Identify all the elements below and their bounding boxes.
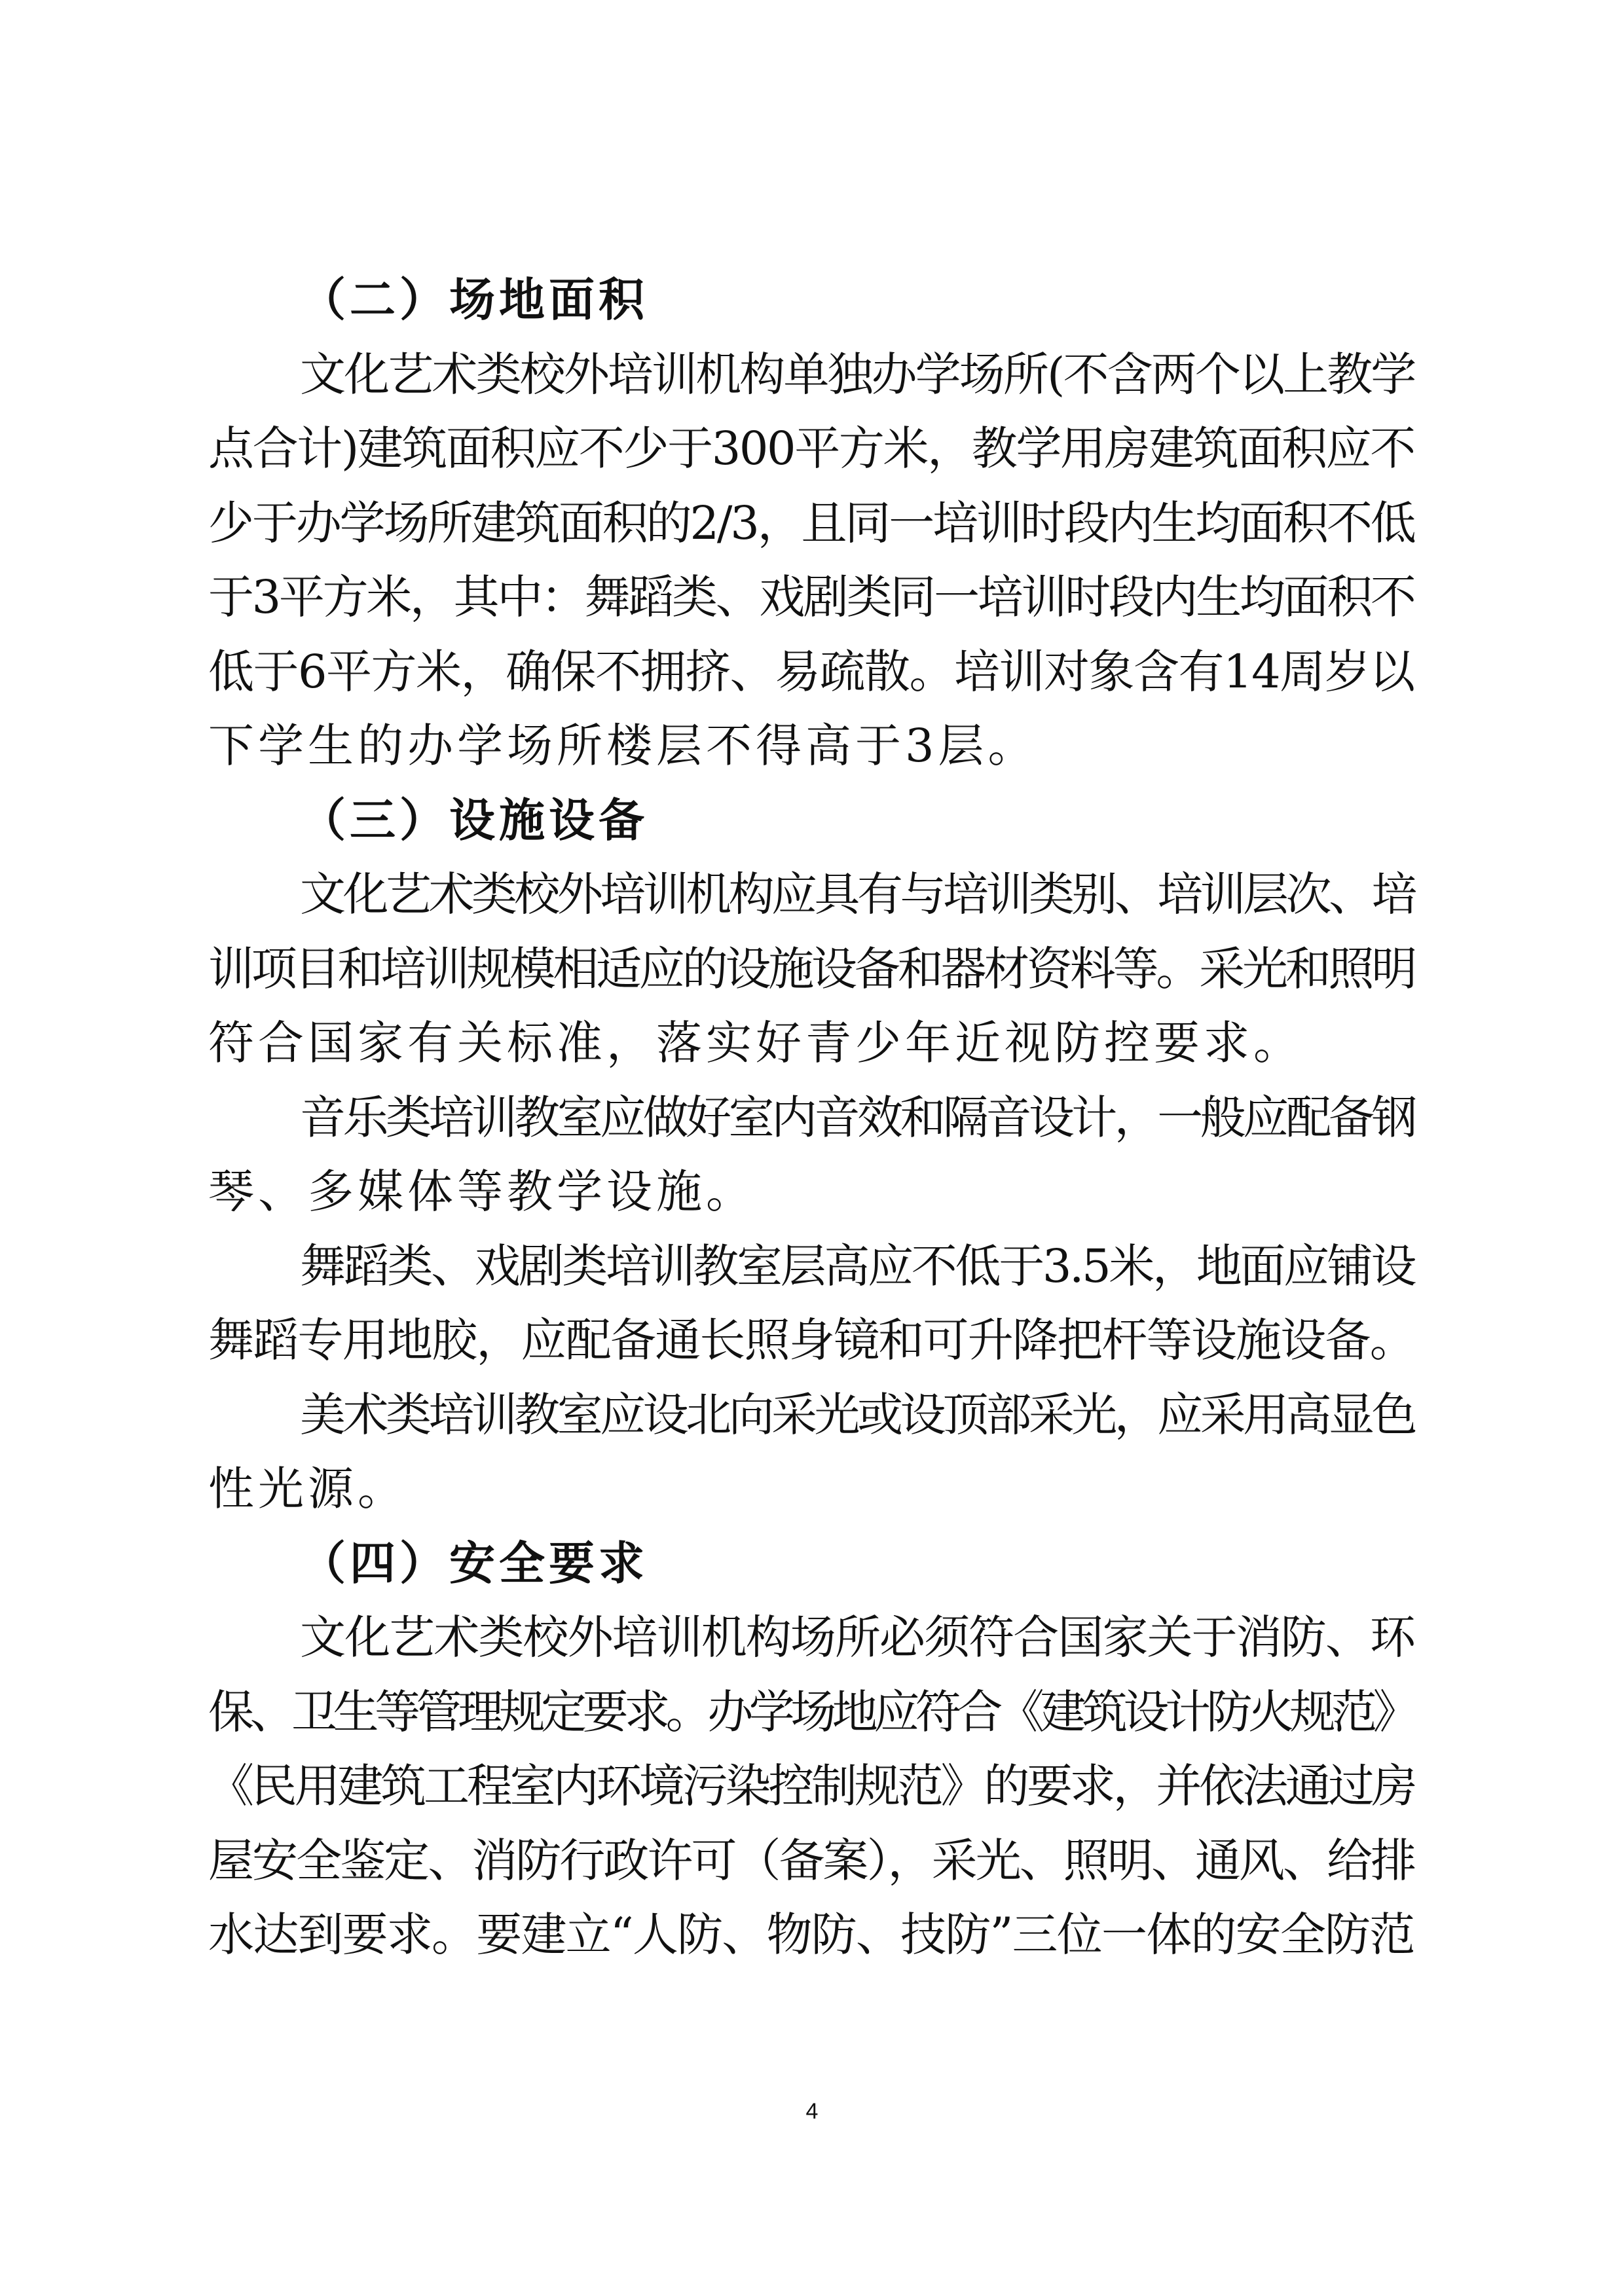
paragraph-line: 点合计)建筑面积应不少于300平方米，教学用房建筑面积应不 xyxy=(208,422,1414,475)
section-heading: （二）场地面积 xyxy=(300,272,648,327)
page-number: 4 xyxy=(805,2099,819,2124)
paragraph-line: 文化艺术类校外培训机构场所必须符合国家关于消防、环 xyxy=(300,1611,1414,1664)
paragraph-line: 低于6平方米，确保不拥挤、易疏散。培训对象含有14周岁以 xyxy=(208,644,1414,699)
paragraph-line: 下学生的办学场所楼层不得高于3层。 xyxy=(208,719,1038,773)
paragraph-line: 于3平方米，其中：舞蹈类、戏剧类同一培训时段内生均面积不 xyxy=(208,570,1414,624)
paragraph-line: 文化艺术类校外培训机构应具有与培训类别、培训层次、培 xyxy=(300,867,1414,921)
paragraph-line: 训项目和培训规模相适应的设施设备和器材资料等。采光和照明 xyxy=(208,941,1415,996)
paragraph-line: 符合国家有关标准，落实好青少年近视防控要求。 xyxy=(208,1016,1303,1070)
paragraph-line: 保、卫生等管理规定要求。办学场地应符合《建筑设计防火规范》 xyxy=(208,1685,1415,1739)
paragraph-line: 美术类培训教室应设北向采光或设顶部采光，应采用高显色 xyxy=(300,1387,1414,1442)
paragraph-line: 舞蹈专用地胶，应配备通长照身镜和可升降把杆等设施设备。 xyxy=(208,1313,1414,1367)
paragraph-line: 文化艺术类校外培训机构单独办学场所(不含两个以上教学 xyxy=(300,347,1415,401)
paragraph-line: 屋安全鉴定、消防行政许可（备案），采光、照明、通风、给排 xyxy=(208,1833,1415,1887)
section-heading: （四）安全要求 xyxy=(300,1535,648,1590)
paragraph-line: 水达到要求。要建立“人防、物防、技防”三位一体的安全防范 xyxy=(208,1908,1414,1961)
paragraph-line: 琴、多媒体等教学设施。 xyxy=(208,1165,756,1218)
paragraph-line: 性光源。 xyxy=(208,1462,407,1516)
paragraph-line: 《民用建筑工程室内环境污染控制规范》的要求，并依法通过房 xyxy=(208,1759,1415,1813)
paragraph-line: 舞蹈类、戏剧类培训教室层高应不低于3.5米，地面应铺设 xyxy=(300,1239,1415,1293)
paragraph-line: 少于办学场所建筑面积的2/3，且同一培训时段内生均面积不低 xyxy=(208,496,1414,550)
section-heading: （三）设施设备 xyxy=(300,792,648,847)
paragraph-line: 音乐类培训教室应做好室内音效和隔音设计，一般应配备钢 xyxy=(300,1090,1414,1144)
